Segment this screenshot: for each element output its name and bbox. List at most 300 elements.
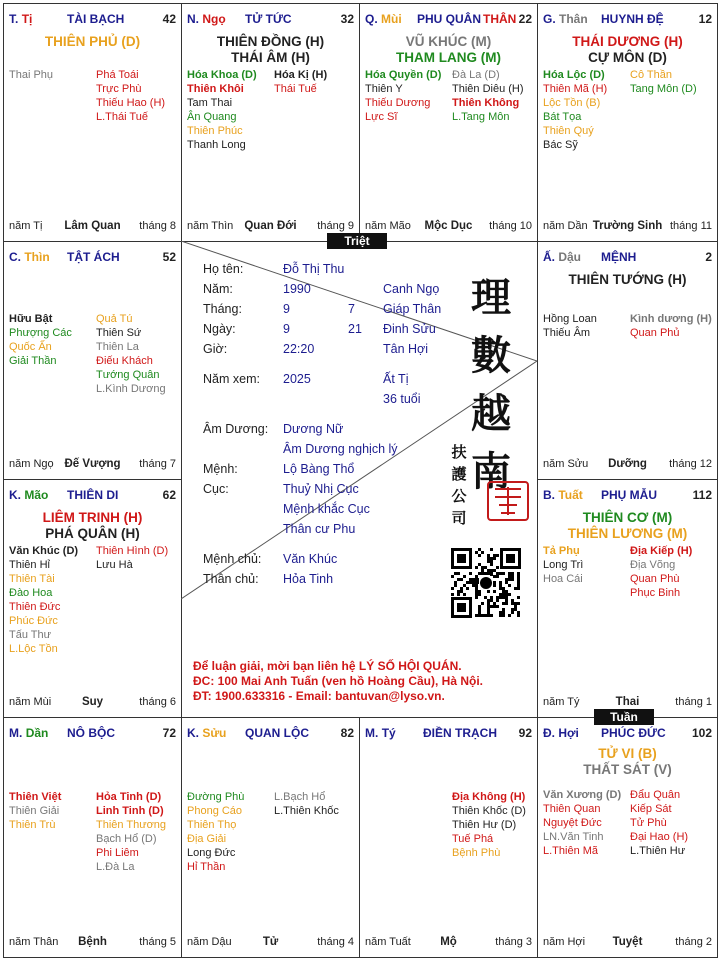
yin-yang-value: Dương Nữ [283, 422, 344, 436]
qr-module [511, 599, 514, 602]
palace-month: tháng 11 [669, 220, 712, 232]
year-canchi: Canh Ngọ [383, 282, 440, 296]
qr-module [475, 578, 478, 581]
qr-module [463, 593, 466, 596]
minor-star: Thiên Việt [9, 791, 62, 803]
view-year-label: Năm xem: [203, 372, 260, 386]
qr-module [478, 563, 481, 566]
name-value: Đỗ Thị Thu [283, 262, 345, 276]
main-star: LIÊM TRINH (H) [42, 510, 143, 525]
main-stars [538, 272, 717, 288]
day-canchi: Đinh Sửu [383, 322, 436, 336]
palace-month: tháng 4 [317, 936, 354, 948]
minor-star: Phi Liêm [96, 847, 139, 859]
minor-star: Thai Phụ [9, 69, 54, 81]
calli-char-4: 南 [471, 448, 511, 495]
name-label: Họ tên: [203, 262, 244, 276]
red-seal-stamp [487, 481, 529, 521]
minor-star: Văn Xương (D) [543, 789, 622, 801]
left-stars [187, 790, 244, 874]
qr-module [506, 554, 515, 563]
qr-module [511, 611, 514, 614]
qr-module [517, 581, 520, 584]
palace-branch [543, 488, 583, 502]
qr-module [472, 578, 475, 581]
palace-branch [365, 12, 402, 26]
contact-line-2: ĐC: 100 Mai Anh Tuấn (ven hồ Hoàng Cầu), Hà Nội. [193, 674, 484, 688]
minor-star: Tướng Quân [96, 369, 160, 381]
qr-module [496, 566, 499, 569]
qr-module [469, 572, 472, 575]
minor-star: Thiên Không [452, 97, 520, 109]
palace-age: 82 [340, 726, 354, 740]
left-stars [543, 312, 597, 340]
main-star: THIÊN PHỦ (D) [44, 34, 141, 49]
palace-year: năm Dậu [187, 936, 232, 948]
qr-module [499, 593, 502, 596]
qr-module [490, 599, 493, 602]
view-year-value: 2025 [283, 372, 311, 386]
palace-footer [9, 936, 176, 949]
qr-code[interactable] [451, 548, 521, 618]
minor-star: Thiên Trù [9, 819, 56, 831]
qr-module [463, 584, 466, 587]
minor-star: Ân Quang [187, 111, 237, 123]
minor-star: Hồng Loan [543, 313, 597, 325]
qr-module [493, 554, 496, 557]
qr-module [475, 614, 478, 617]
minor-star: Hóa Kị (H) [274, 69, 328, 81]
minor-star: Hỉ Thần [187, 861, 226, 873]
qr-module [457, 603, 466, 612]
qr-module [496, 575, 499, 578]
hour-canchi: Tân Hợi [383, 342, 429, 356]
minor-star: Thanh Long [187, 139, 246, 151]
main-star: THIÊN CƠ (M) [582, 510, 673, 525]
qr-module [478, 611, 481, 614]
qr-module [511, 575, 514, 578]
minor-star: Long Trì [543, 559, 584, 571]
minor-star: Địa Võng [630, 559, 676, 571]
qr-module [511, 572, 514, 575]
qr-module [493, 590, 496, 593]
qr-module [457, 572, 460, 575]
palace-stage: Bệnh [78, 936, 107, 948]
triet-marker: Triệt [327, 233, 387, 249]
palace-than [537, 3, 718, 242]
right-stars [452, 790, 526, 860]
main-stars [538, 746, 717, 778]
palace-name: TẬT ÁCH [67, 250, 120, 264]
palace-age: 102 [691, 726, 712, 740]
main-stars [182, 34, 359, 66]
palace-header [9, 250, 176, 264]
minor-star: Đào Hoa [9, 587, 53, 599]
qr-module [505, 593, 508, 596]
qr-module [493, 557, 496, 560]
minor-star: Lực Sĩ [365, 111, 398, 123]
minor-star: Bệnh Phù [452, 847, 501, 859]
palace-footer [543, 220, 712, 233]
minor-star: Hoa Cái [543, 573, 583, 585]
minor-star: Lộc Tồn (B) [543, 97, 601, 109]
qr-module [484, 566, 487, 569]
palace-age: 112 [692, 488, 712, 502]
palace-stage: Lâm Quan [64, 220, 121, 232]
left-stars [9, 544, 78, 656]
calligraphy-logo [471, 269, 511, 501]
qr-module [502, 590, 505, 593]
palace-month: tháng 1 [675, 696, 712, 708]
minor-star: Thiếu Dương [365, 97, 431, 109]
palace-year: năm Sửu [543, 458, 589, 470]
qr-module [508, 614, 511, 617]
year-label: Năm: [203, 282, 233, 296]
palace-branch [9, 12, 32, 26]
main-star: VŨ KHÚC (M) [405, 34, 492, 49]
qr-module [490, 557, 493, 560]
qr-module [517, 611, 520, 614]
minor-star: Thiên Hư (D) [452, 819, 517, 831]
minor-star: L.Bạch Hổ [274, 791, 326, 803]
palace-branch [9, 488, 48, 502]
palace-stage: Mộc Dục [424, 220, 473, 232]
main-stars [538, 510, 717, 542]
qr-module [487, 560, 490, 563]
qr-module [493, 605, 496, 608]
qr-module [457, 590, 460, 593]
contact-line-3: ĐT: 1900.633316 - Email: bantuvan@lyso.vn. [193, 689, 445, 703]
qr-module [493, 575, 496, 578]
palace-age: 22 [518, 12, 532, 26]
qr-module [481, 614, 484, 617]
qr-module [505, 590, 508, 593]
palace-age: 62 [162, 488, 176, 502]
seal-text-value: 扶護公司 [451, 443, 467, 527]
qr-module [481, 551, 484, 554]
qr-module [457, 578, 460, 581]
minor-star: Đà La (D) [452, 69, 500, 81]
qr-module [493, 581, 496, 584]
palace-header [543, 250, 712, 264]
qr-module [499, 581, 502, 584]
palace-month: tháng 12 [669, 458, 712, 470]
minor-star: Quả Tú [96, 313, 133, 325]
minor-star: Thiên Mã (H) [543, 83, 608, 95]
qr-module [517, 572, 520, 575]
qr-module [460, 590, 463, 593]
minor-star: L.Thiên Hư [630, 845, 686, 857]
palace-name: TÀI BẠCH [67, 12, 125, 26]
qr-module [517, 602, 520, 605]
branch-prefix: M. [365, 726, 379, 740]
qr-module [484, 596, 487, 599]
right-stars [630, 788, 688, 858]
palace-name: PHỤ MẪU [601, 488, 657, 502]
palace-header [543, 726, 712, 740]
tuan-marker: Tuần [594, 709, 654, 725]
branch-prefix: N. [187, 12, 199, 26]
branch-prefix: K. [187, 726, 199, 740]
branch-name: Dần [25, 726, 49, 740]
palace-year: năm Hợi [543, 936, 586, 948]
branch-name: Sửu [202, 726, 227, 740]
right-stars [630, 544, 692, 600]
minor-star: Kiếp Sát [630, 803, 672, 815]
minor-star: Thiên Thương [96, 819, 167, 831]
qr-module [517, 614, 520, 617]
branch-prefix: Đ. [543, 726, 555, 740]
seal-text [445, 441, 473, 539]
palace-year: năm Tị [9, 220, 43, 232]
palace-year: năm Mão [365, 220, 411, 232]
palace-footer [9, 220, 176, 233]
qr-module [514, 587, 517, 590]
qr-module [499, 596, 502, 599]
palace-month: tháng 7 [139, 458, 176, 470]
qr-module [490, 563, 493, 566]
palace-stage: Đế Vượng [64, 458, 121, 470]
qr-module [469, 581, 472, 584]
qr-module [475, 587, 478, 590]
palace-mui [359, 3, 538, 242]
palace-header [365, 12, 532, 26]
minor-star: Đại Hao (H) [630, 831, 689, 843]
contact-line-1: Để luận giải, mời bạn liên hệ LÝ SỐ HỘI QUÁN. [193, 659, 462, 673]
palace-month: tháng 2 [675, 936, 712, 948]
qr-module [493, 584, 496, 587]
palace-age: 52 [162, 250, 176, 264]
main-star: THIÊN LƯƠNG (M) [567, 526, 688, 541]
qr-module [463, 575, 466, 578]
qr-module [475, 584, 478, 587]
qr-module [475, 590, 478, 593]
minor-star: Thiên Quý [543, 125, 594, 137]
day-solar: 21 [348, 322, 362, 336]
minor-star: Thiên Khôi [187, 83, 244, 95]
branch-name: Ngọ [202, 12, 226, 26]
palace-header [543, 488, 712, 502]
minor-star: Thiên Phúc [187, 125, 243, 137]
palace-stage: Mộ [440, 936, 457, 948]
qr-module [451, 587, 454, 590]
minor-star: Thiên Y [365, 83, 403, 95]
main-star: THÁI DƯƠNG (H) [572, 34, 683, 49]
qr-module [517, 578, 520, 581]
qr-module [499, 584, 502, 587]
qr-module [499, 572, 502, 575]
center-panel [181, 241, 537, 717]
qr-module [496, 605, 499, 608]
qr-module [496, 599, 499, 602]
minor-star: Phượng Các [9, 327, 72, 339]
right-stars [274, 68, 327, 96]
view-year-canchi: Ất Tị [383, 372, 409, 386]
qr-center-logo [480, 577, 492, 589]
branch-name: Hợi [558, 726, 579, 740]
minor-star: Tang Môn (D) [630, 83, 697, 95]
branch-name: Tị [21, 12, 33, 26]
qr-module [478, 608, 481, 611]
palace-year: năm Thân [9, 936, 59, 948]
palace-name: ĐIỀN TRẠCH [423, 726, 497, 740]
minor-star: Lưu Hà [96, 559, 133, 571]
palace-ti [3, 3, 182, 242]
qr-module [490, 569, 493, 572]
left-stars [9, 312, 72, 368]
qr-module [487, 590, 490, 593]
palace-age: 2 [705, 250, 712, 264]
month-canchi: Giáp Thân [383, 302, 442, 316]
qr-module [451, 575, 454, 578]
qr-module [514, 605, 517, 608]
minor-star: Bạch Hổ (D) [96, 833, 157, 845]
qr-module [502, 587, 505, 590]
branch-name: Dậu [558, 250, 582, 264]
qr-module [487, 572, 490, 575]
qr-module [475, 566, 478, 569]
palace-age: 12 [698, 12, 712, 26]
qr-module [484, 614, 487, 617]
branch-prefix: Ấ. [543, 250, 555, 264]
qr-module [478, 614, 481, 617]
minor-star: L.Thiên Khốc [274, 805, 339, 817]
minor-star: Thiếu Hao (H) [96, 97, 166, 109]
qr-module [478, 593, 481, 596]
branch-name: Tý [381, 726, 396, 740]
minor-star: Quan Phù [630, 573, 680, 585]
main-star: TỬ VI (B) [598, 746, 657, 761]
qr-module [475, 575, 478, 578]
qr-module [457, 554, 466, 563]
palace-footer [543, 458, 712, 471]
left-stars [543, 68, 607, 152]
minor-star: Đường Phù [187, 791, 245, 803]
palace-dau [537, 241, 718, 480]
main-star: THAM LANG (M) [396, 50, 501, 65]
palace-header [187, 726, 354, 740]
qr-module [478, 548, 481, 551]
palace-year: năm Dần [543, 220, 588, 232]
qr-module [451, 593, 454, 596]
minor-star: Thiên Khốc (D) [452, 805, 526, 817]
qr-module [478, 605, 481, 608]
calli-char-1: 理 [471, 274, 511, 321]
qr-module [478, 572, 481, 575]
minor-star: Kình dương (H) [630, 313, 712, 325]
minor-star: L.Thiên Mã [543, 845, 599, 857]
qr-module [481, 602, 484, 605]
branch-prefix: K. [9, 488, 21, 502]
qr-module [511, 602, 514, 605]
minor-star: Tả Phụ [543, 545, 580, 557]
cuc-value: Thuỷ Nhị Cục [283, 482, 359, 496]
palace-year: năm Tuất [365, 936, 411, 948]
palace-name: PHU QUÂN [417, 12, 482, 26]
minor-star: Linh Tinh (D) [96, 805, 164, 817]
qr-module [514, 608, 517, 611]
minor-star: Phong Cáo [187, 805, 243, 817]
qr-module [508, 572, 511, 575]
qr-module [469, 578, 472, 581]
palace-name: MỆNH [601, 250, 637, 264]
qr-module [490, 605, 493, 608]
palace-footer [543, 936, 712, 949]
palace-stage: Trường Sinh [592, 220, 663, 232]
qr-module [508, 578, 511, 581]
minor-star: Phá Toái [96, 69, 139, 81]
qr-module [490, 614, 493, 617]
left-stars [543, 544, 583, 586]
main-star: THIÊN TƯỚNG (H) [568, 272, 687, 287]
branch-prefix: G. [543, 12, 556, 26]
minor-star: Hóa Khoa (D) [187, 69, 257, 81]
qr-module [472, 584, 475, 587]
qr-module [478, 554, 481, 557]
right-stars [452, 68, 524, 124]
minor-star: Thiếu Âm [543, 327, 591, 339]
minor-star: Địa Không (H) [452, 791, 526, 803]
contact-info [193, 659, 483, 704]
month-lunar: 9 [283, 302, 290, 316]
destiny-master-value: Văn Khúc [283, 552, 338, 566]
minor-star: L.Lộc Tồn [9, 643, 58, 655]
right-stars [274, 790, 339, 818]
branch-prefix: T. [9, 12, 19, 26]
main-star: THIÊN ĐỒNG (H) [216, 34, 325, 49]
palace-mao [3, 479, 182, 718]
qr-module [502, 602, 505, 605]
minor-star: Nguyệt Đức [543, 817, 602, 829]
minor-star: Thiên Hình (D) [96, 545, 169, 557]
qr-module [490, 560, 493, 563]
palace-header [365, 726, 532, 740]
minor-star: Quốc Ấn [9, 341, 52, 353]
year-value: 1990 [283, 282, 311, 296]
minor-star: Giải Thần [9, 355, 57, 367]
minor-star: Hữu Bật [9, 313, 53, 325]
palace-header [9, 12, 176, 26]
right-stars [96, 68, 165, 124]
minor-star: Địa Kiếp (H) [630, 545, 693, 557]
palace-name: NÔ BỘC [67, 726, 115, 740]
branch-prefix: C. [9, 250, 21, 264]
palace-stage: Suy [81, 696, 104, 708]
branch-name: Mão [24, 488, 49, 502]
palace-branch [9, 250, 50, 264]
qr-module [502, 596, 505, 599]
qr-module [505, 602, 508, 605]
qr-module [511, 578, 514, 581]
branch-name: Thân [559, 12, 588, 26]
left-stars [9, 68, 53, 82]
body-master-value: Hỏa Tinh [283, 572, 334, 586]
palace-stage: Tuyệt [612, 936, 643, 948]
right-stars [96, 544, 168, 572]
palace-thin [3, 241, 182, 480]
qr-module [502, 608, 505, 611]
qr-module [454, 584, 457, 587]
palace-year: năm Ngọ [9, 458, 54, 470]
palace-month: tháng 6 [139, 696, 176, 708]
minor-star: Địa Giải [187, 833, 227, 845]
palace-dan [3, 717, 182, 958]
minor-star: L.Thái Tuế [96, 111, 148, 123]
destiny-label: Mệnh: [203, 462, 238, 476]
minor-star: Quan Phủ [630, 327, 680, 339]
qr-module [517, 587, 520, 590]
qr-module [454, 581, 457, 584]
